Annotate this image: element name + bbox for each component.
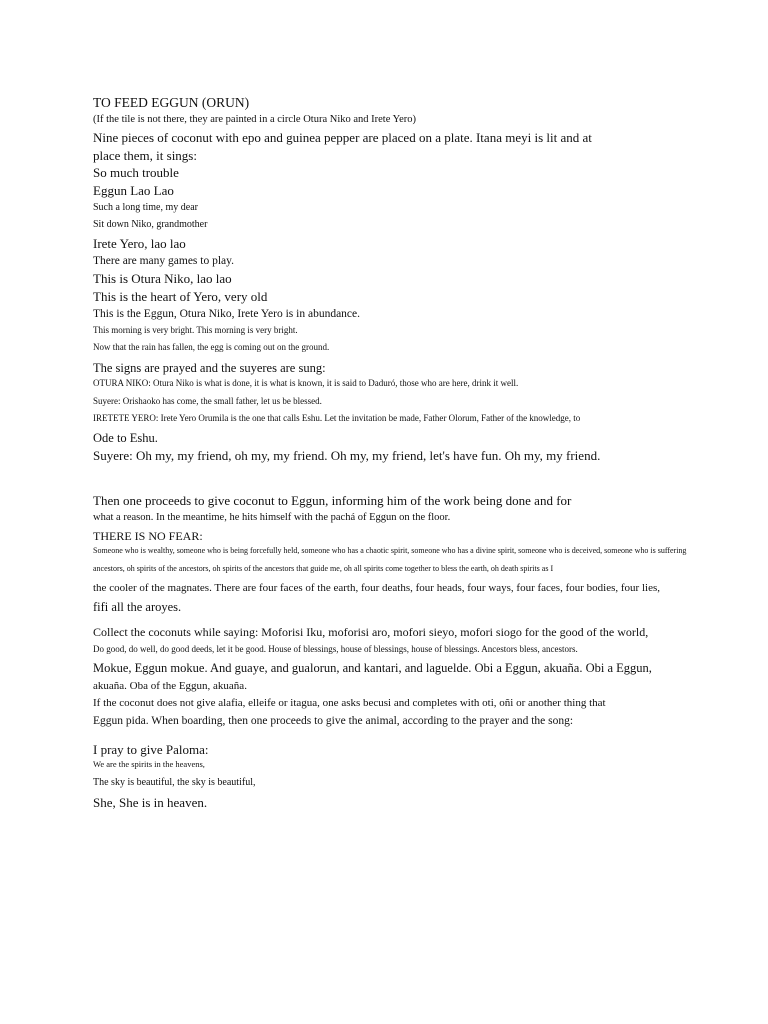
text-line: So much trouble [93,165,179,180]
text-line: Ode to Eshu. [93,431,158,445]
text-line: Then one proceeds to give coconut to Eggun, informing him of the work being done and for [93,493,572,508]
text-line: the cooler of the magnates. There are four faces of the earth, four deaths, four heads, four ways, four faces, four bodies, four lies, [93,582,660,594]
text-line: Nine pieces of coconut with epo and guinea pepper are placed on a plate. Itana meyi is lit and at [93,130,592,145]
text-line: IRETETE YERO: Irete Yero Orumila is the one that calls Eshu. Let the invitation be made, Father Olorum, Father of the knowledge, to [93,413,581,423]
text-line: This morning is very bright. This morning is very bright. [93,325,298,335]
text-line: Sit down Niko, grandmother [93,219,208,230]
text-line: This is the Eggun, Otura Niko, Irete Yero is in abundance. [93,308,361,320]
document-title: TO FEED EGGUN (ORUN) [93,95,250,110]
text-line: Collect the coconuts while saying: Moforisi Iku, moforisi aro, mofori sieyo, mofori siogo for the good of the world, [93,625,649,639]
text-line: Eggun Lao Lao [93,183,174,198]
text-line: THERE IS NO FEAR: [93,529,203,543]
text-line: Suyere: Orishaoko has come, the small father, let us be blessed. [93,396,322,406]
text-line: ancestors, oh spirits of the ancestors, oh spirits of the ancestors that guide me, oh all spirits come together to bless the earth, oh death spirits as I [93,564,554,573]
text-line: OTURA NIKO: Otura Niko is what is done, it is what is known, it is said to Daduró, those who are here, drink it well. [93,378,519,388]
text-line: akuaña. Oba of the Eggun, akuaña. [93,680,247,692]
text-line: what a reason. In the meantime, he hits himself with the pachá of Eggun on the floor. [93,512,451,523]
text-line: fifi all the aroyes. [93,600,182,614]
text-line: If the coconut does not give alafia, elleife or itagua, one asks becusi and completes with oti, oñi or another thing that [93,697,606,709]
text-line: There are many games to play. [93,255,235,267]
text-line: This is Otura Niko, lao lao [93,271,232,286]
text-line: (If the tile is not there, they are painted in a circle Otura Niko and Irete Yero) [93,114,417,125]
text-line: She, She is in heaven. [93,795,208,810]
text-line: Do good, do well, do good deeds, let it be good. House of blessings, house of blessings, house of blessings. Ancestors bless, ancestors. [93,644,578,654]
text-line: This is the heart of Yero, very old [93,289,268,304]
text-line: Someone who is wealthy, someone who is being forcefully held, someone who has a chaotic spirit, someone who has a divine spirit, someone who is deceived, someone who is suffering [93,546,687,555]
text-line: Such a long time, my dear [93,202,198,213]
text-line: I pray to give Paloma: [93,742,209,757]
text-line: The sky is beautiful, the sky is beautiful, [93,777,256,788]
text-line: Now that the rain has fallen, the egg is coming out on the ground. [93,342,330,352]
text-line: Irete Yero, lao lao [93,236,186,251]
text-line: Eggun pida. When boarding, then one proceeds to give the animal, according to the prayer and the song: [93,715,574,727]
text-line: We are the spirits in the heavens, [93,759,205,769]
text-line: Mokue, Eggun mokue. And guaye, and gualorun, and kantari, and laguelde. Obi a Eggun, akuaña. Obi a Eggun, [93,661,652,675]
text-line: place them, it sings: [93,148,197,163]
text-line: The signs are prayed and the suyeres are sung: [93,361,326,375]
text-line: Suyere: Oh my, my friend, oh my, my friend. Oh my, my friend, let's have fun. Oh my, my friend. [93,448,601,463]
